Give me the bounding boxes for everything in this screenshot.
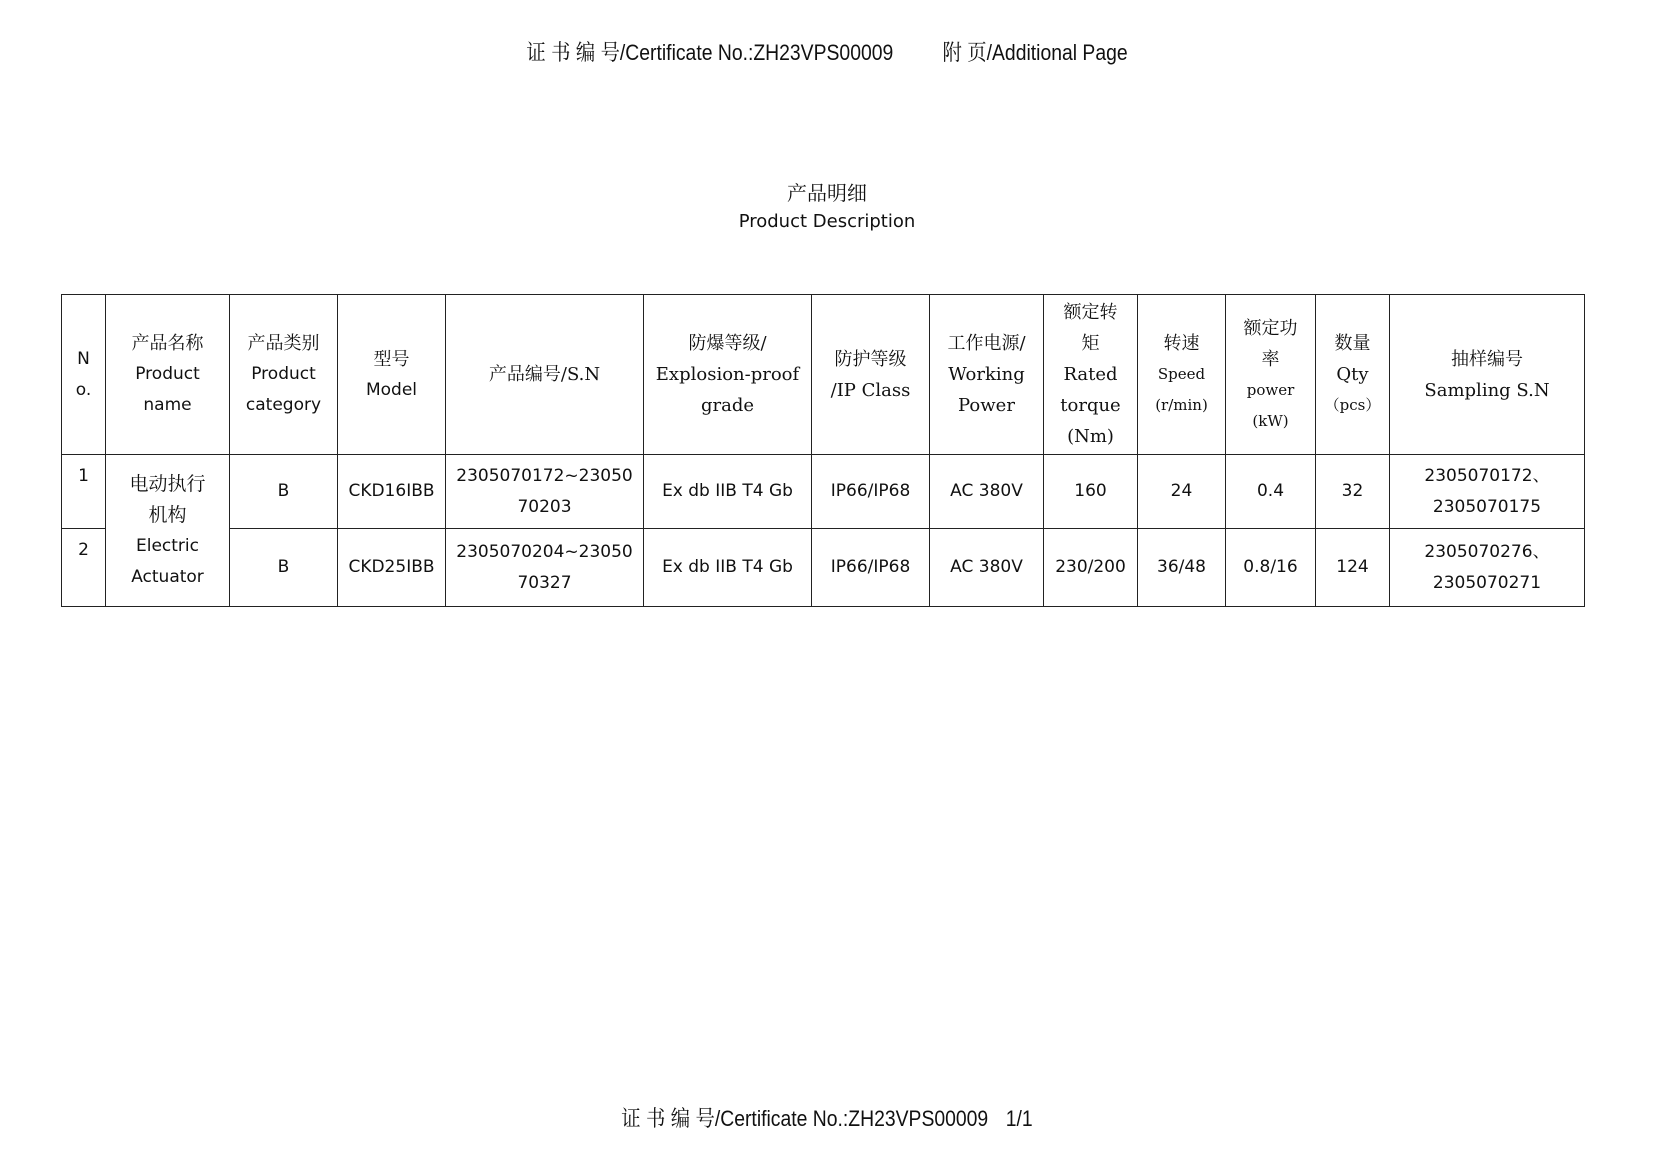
cell-ip-class: IP66/IP68 [812, 529, 930, 607]
cell-rated-torque: 160 [1044, 455, 1138, 529]
cell-product-name: 电动执行 机构 Electric Actuator [106, 455, 230, 607]
cell-speed: 24 [1138, 455, 1226, 529]
cell-category: B [230, 455, 338, 529]
footer-certificate-no: 证 书 编 号/Certificate No.:ZH23VPS00009 [621, 1106, 989, 1131]
cell-no: 2 [62, 529, 106, 607]
col-header-rated-power: 额定功 率 power (kW) [1226, 295, 1316, 455]
cell-no: 1 [62, 455, 106, 529]
title-english: Product Description [738, 211, 916, 232]
cell-ip-class: IP66/IP68 [812, 455, 930, 529]
table-row [62, 455, 1585, 529]
cell-qty: 124 [1316, 529, 1390, 607]
col-header-rated-torque: 额定转 矩 Rated torque (Nm) [1044, 295, 1138, 455]
footer-page-number: 1/1 [1005, 1106, 1033, 1131]
col-header-model: 型号 Model [338, 295, 446, 455]
cell-sn: 2305070172~23050 70203 [446, 455, 644, 529]
cell-ex-grade: Ex db IIB T4 Gb [644, 529, 812, 607]
cell-sampling-sn: 2305070276、 2305070271 [1390, 529, 1585, 607]
product-table [61, 294, 1585, 607]
cell-ex-grade: Ex db IIB T4 Gb [644, 455, 812, 529]
header-certificate-no: 证 书 编 号/Certificate No.:ZH23VPS00009 [526, 40, 894, 65]
cell-rated-power: 0.4 [1226, 455, 1316, 529]
cell-model: CKD16IBB [338, 455, 446, 529]
cell-model: CKD25IBB [338, 529, 446, 607]
col-header-ex-grade: 防爆等级/ Explosion-proof grade [644, 295, 812, 455]
col-header-product-name: 产品名称 Product name [106, 295, 230, 455]
col-header-sn: 产品编号/S.N [446, 295, 644, 455]
document-title [0, 178, 1654, 236]
cell-sn: 2305070204~23050 70327 [446, 529, 644, 607]
table-header-row [62, 295, 1585, 455]
col-header-category: 产品类别 Product category [230, 295, 338, 455]
cell-rated-power: 0.8/16 [1226, 529, 1316, 607]
cell-category: B [230, 529, 338, 607]
col-header-ip-class: 防护等级 /IP Class [812, 295, 930, 455]
col-header-qty: 数量 Qty （pcs） [1316, 295, 1390, 455]
cell-sampling-sn: 2305070172、 2305070175 [1390, 455, 1585, 529]
cell-rated-torque: 230/200 [1044, 529, 1138, 607]
cell-qty: 32 [1316, 455, 1390, 529]
cell-speed: 36/48 [1138, 529, 1226, 607]
table-row [62, 529, 1585, 607]
header-page-label: 附 页/Additional Page [942, 40, 1128, 65]
col-header-speed: 转速 Speed (r/min) [1138, 295, 1226, 455]
col-header-sampling-sn: 抽样编号 Sampling S.N [1390, 295, 1585, 455]
page-header [99, 36, 1555, 67]
cell-working-power: AC 380V [930, 455, 1044, 529]
cell-working-power: AC 380V [930, 529, 1044, 607]
col-header-working-power: 工作电源/ Working Power [930, 295, 1044, 455]
col-header-no: N o. [62, 295, 106, 455]
page-footer [99, 1102, 1555, 1133]
title-chinese: 产品明细 [787, 181, 867, 205]
